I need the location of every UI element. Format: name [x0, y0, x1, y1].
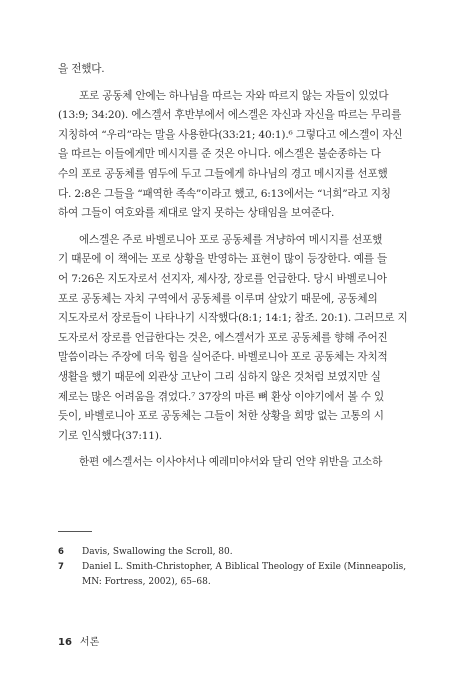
- page-footer: [58, 633, 99, 648]
- line-text: 을 따르는 이들에게만 메시지를 준 것은 아니다. 에스겔은 불순종하는 다: [58, 148, 381, 161]
- line-text: 말씀이라는 주장에 더욱 힘을 실어준다. 바벨로니아 포로 공동체는 자치적: [58, 351, 388, 364]
- text-line: [58, 60, 413, 80]
- text-line: [58, 87, 413, 107]
- text-line: [58, 270, 413, 290]
- line-text: 제로는 많은 어려움을 겪었다.⁷ 37장의 마른 뼈 환상 이야기에서 볼 수 있: [58, 390, 385, 403]
- text-line: [58, 250, 413, 270]
- line-text: 지칭하여 “우리”라는 말을 사용한다(33:21; 40:1).⁶ 그렇다고 에스겔이 자신: [58, 128, 403, 141]
- footnote: [58, 560, 413, 590]
- line-text: 듯이, 바벨로니아 포로 공동체는 그들이 처한 상황을 희망 없는 고통의 시: [58, 410, 384, 423]
- text-line: [58, 165, 413, 185]
- footnote: [58, 545, 413, 560]
- line-text: 포로 공동체 안에는 하나님을 따르는 자와 따르지 않는 자들이 있었다: [79, 89, 389, 102]
- line-text: 한편 에스겔서는 이사야서나 예레미야서와 달리 언약 위반을 고소하: [79, 456, 383, 469]
- text-line: [58, 106, 413, 126]
- line-text: 지도자로서 장로들이 나타나기 시작했다(8:1; 14:1; 참조. 20:1). 그러므로 지: [58, 312, 408, 325]
- text-line: [58, 388, 413, 408]
- text-line: [58, 204, 413, 224]
- line-text: 생활을 했기 때문에 외관상 고난이 그리 심하지 않은 것처럼 보였지만 실: [58, 370, 381, 383]
- text-line: [58, 145, 413, 165]
- line-text: 도자로서 장로를 언급한다는 것은, 에스겔서가 포로 공동체를 향해 주어진: [58, 331, 388, 344]
- text-line: [58, 185, 413, 205]
- line-text: (13:9; 34:20). 에스겔서 후반부에서 에스겔은 자신과 자신을 따르는 무리를: [58, 109, 402, 122]
- line-text: 기 때문에 이 책에는 포로 상황을 반영하는 표현이 많이 등장한다. 예를 들: [58, 253, 387, 266]
- footnote-divider: [58, 531, 92, 532]
- text-line: [58, 290, 413, 310]
- footnote-number: 6: [58, 547, 64, 557]
- footnote-text: Daniel L. Smith-Christopher, A Biblical Theology of Exile (Minneapolis, MN: Fortress, 2002), 65–68.: [82, 562, 407, 587]
- footnote-number: 7: [58, 562, 64, 572]
- text-line: [58, 368, 413, 388]
- text-line: [58, 329, 413, 349]
- text-line: [58, 427, 413, 447]
- text-line: [58, 126, 413, 146]
- line-text: 수의 포로 공동체를 염두에 두고 그들에게 하나님의 경고 메시지를 선포했: [58, 167, 388, 180]
- text-line: [58, 453, 413, 473]
- text-line: [58, 407, 413, 427]
- text-line: [58, 231, 413, 251]
- line-text: 하여 그들이 여호와를 제대로 알지 못하는 상태임을 보여준다.: [58, 207, 335, 220]
- line-text: 포로 공동체는 자치 구역에서 공동체를 이루며 살았기 때문에, 공동체의: [58, 292, 378, 305]
- line-text: 에스겔은 주로 바벨로니아 포로 공동체를 겨냥하여 메시지를 선포했: [79, 233, 383, 246]
- text-line: [58, 309, 413, 329]
- footnote-text: Davis, Swallowing the Scroll, 80.: [82, 547, 233, 557]
- footnotes: [58, 545, 413, 590]
- body-text: [58, 60, 413, 473]
- text-line: [58, 348, 413, 368]
- line-text: 기로 인식했다(37:11).: [58, 429, 162, 442]
- page-number: 16: [58, 637, 72, 648]
- line-text: 다. 2:8은 그들을 “패역한 족속”이라고 했고, 6:13에서는 “너희”라고 지칭: [58, 187, 391, 200]
- line-text: 어 7:26은 지도자로서 선지자, 제사장, 장로를 언급한다. 당시 바벨로니아: [58, 272, 387, 285]
- section-title: 서론: [79, 637, 100, 648]
- line-text: 을 전했다.: [58, 63, 105, 75]
